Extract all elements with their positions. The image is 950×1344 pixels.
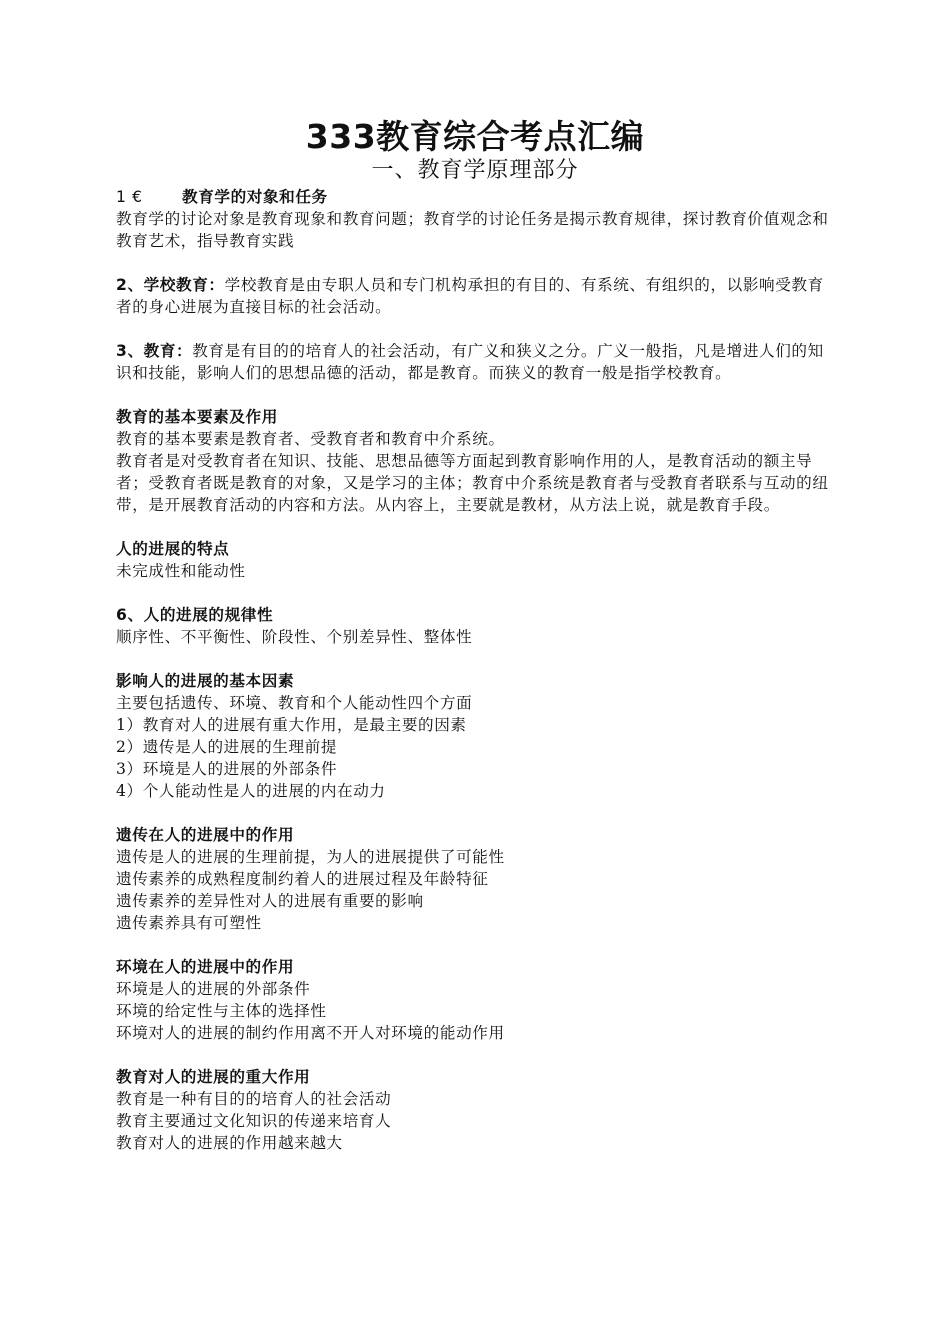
paragraph: 教育主要通过文化知识的传递来培育人	[116, 1112, 392, 1130]
list-item: 4）个人能动性是人的进展的内在动力	[116, 782, 386, 800]
paragraph: 遗传素养的差异性对人的进展有重要的影响	[116, 892, 424, 910]
list-item: 2）遗传是人的进展的生理前提	[116, 738, 338, 756]
section-number: 1 €	[116, 188, 143, 206]
paragraph: 教育的基本要素是教育者、受教育者和教育中介系统。	[116, 430, 505, 448]
paragraph-text: 学校教育是由专职人员和专门机构承担的有目的、有系统、有组织的，以影响受教育者的身心进展为直接目标的社会活动。	[116, 276, 824, 316]
section-heading-5: 人的进展的特点	[116, 540, 230, 558]
section-heading-8: 遗传在人的进展中的作用	[116, 826, 295, 844]
list-item: 3）环境是人的进展的外部条件	[116, 760, 338, 778]
document-subtitle: 一、教育学原理部分	[371, 158, 579, 183]
section-title: 教育学的对象和任务	[182, 188, 328, 206]
document-title: 333教育综合考点汇编	[305, 117, 645, 156]
section-heading-6: 6、人的进展的规律性	[116, 606, 274, 624]
section-heading-3: 3、教育：	[116, 342, 193, 360]
document-body	[116, 186, 838, 1154]
paragraph: 遗传素养具有可塑性	[116, 914, 262, 932]
paragraph: 环境是人的进展的外部条件	[116, 980, 311, 998]
paragraph: 教育学的讨论对象是教育现象和教育问题；教育学的讨论任务是揭示教育规律，探讨教育价值观念和教育艺术，指导教育实践	[116, 210, 829, 250]
paragraph: 未完成性和能动性	[116, 562, 246, 580]
section-heading-1	[116, 186, 838, 208]
paragraph	[116, 274, 838, 318]
paragraph: 教育是一种有目的的培育人的社会活动	[116, 1090, 392, 1108]
paragraph: 主要包括遗传、环境、教育和个人能动性四个方面	[116, 694, 473, 712]
paragraph: 教育者是对受教育者在知识、技能、思想品德等方面起到教育影响作用的人，是教育活动的额主导者；受教育者既是教育的对象，又是学习的主体；教育中介系统是教育者与受教育者联系与互动的纽带，是开展教育活动的内容和方法。从内容上，主要就是教材，从方法上说，就是教育手段。	[116, 452, 829, 514]
section-heading-4: 教育的基本要素及作用	[116, 408, 278, 426]
paragraph: 遗传是人的进展的生理前提，为人的进展提供了可能性	[116, 848, 505, 866]
section-heading-2: 2、学校教育：	[116, 276, 225, 294]
paragraph: 教育对人的进展的作用越来越大	[116, 1134, 343, 1152]
paragraph: 环境的给定性与主体的选择性	[116, 1002, 327, 1020]
section-heading-10: 教育对人的进展的重大作用	[116, 1068, 311, 1086]
paragraph: 环境对人的进展的制约作用离不开人对环境的能动作用	[116, 1024, 505, 1042]
paragraph	[116, 340, 838, 384]
section-heading-7: 影响人的进展的基本因素	[116, 672, 295, 690]
paragraph: 遗传素养的成熟程度制约着人的进展过程及年龄特征	[116, 870, 489, 888]
section-heading-9: 环境在人的进展中的作用	[116, 958, 295, 976]
paragraph-text: 教育是有目的的培育人的社会活动，有广义和狭义之分。广义一般指，凡是增进人们的知识和技能，影响人们的思想品德的活动，都是教育。而狭义的教育一般是指学校教育。	[116, 342, 824, 382]
list-item: 1）教育对人的进展有重大作用，是最主要的因素	[116, 716, 467, 734]
paragraph: 顺序性、不平衡性、阶段性、个别差异性、整体性	[116, 628, 473, 646]
